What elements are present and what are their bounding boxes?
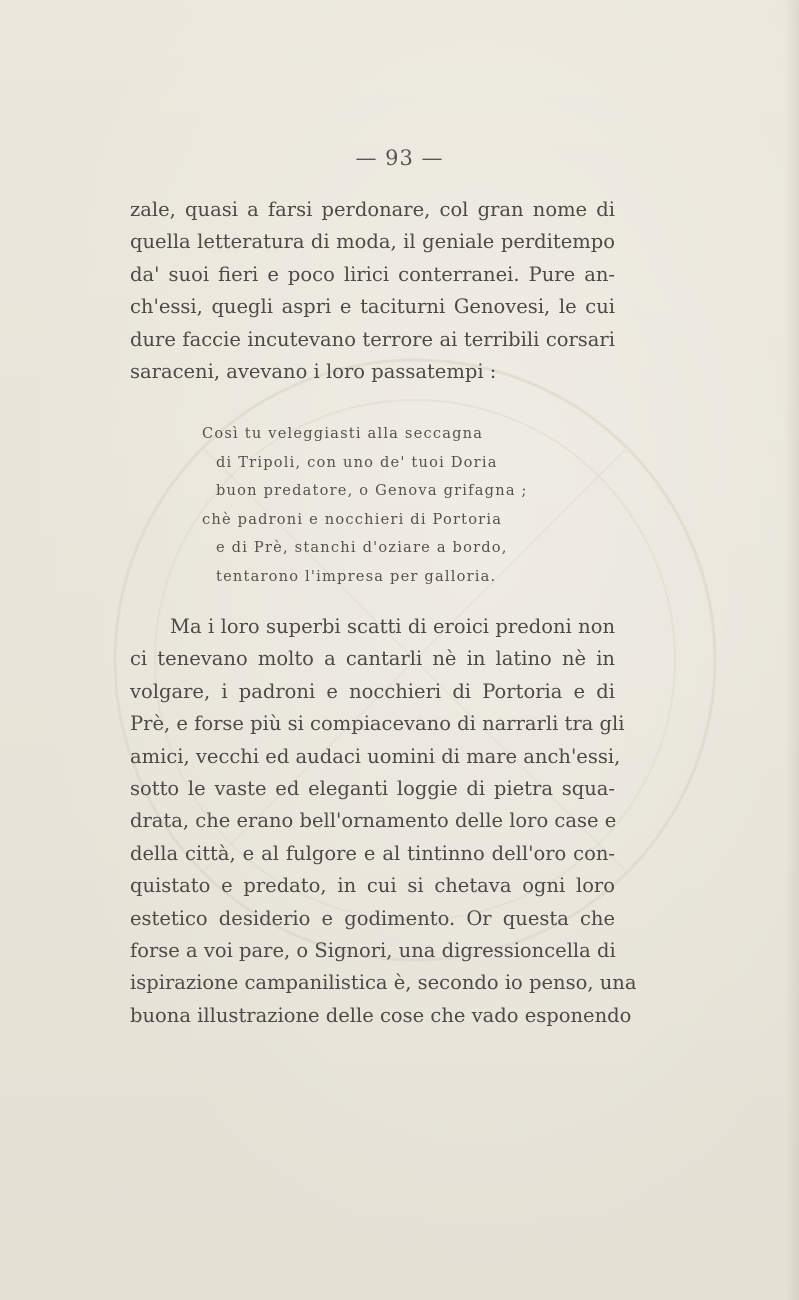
text-line: drata, che erano bell'ornamento delle loro case e [130,809,617,833]
page-edge-shadow [785,0,799,1300]
text-line: quistato e predato, in cui si chetava ogni loro [130,874,615,898]
text-line: sotto le vaste ed eleganti loggie di pietra squa- [130,776,615,800]
text-line: estetico desiderio e godimento. Or questa che [130,906,615,930]
verse-line: di Tripoli, con uno de' tuoi Doria [216,453,498,471]
text-line: buona illustrazione delle cose che vado esponendo [130,1003,632,1027]
text-line: ci tenevano molto a cantarli nè in latino nè in [130,647,615,671]
paragraph-1 [130,194,615,388]
verse-line: chè padroni e nocchieri di Portoria [202,510,503,528]
text-line: forse a voi pare, o Signori, una digressioncella di [130,938,616,962]
verse-line: Così tu veleggiasti alla seccagna [202,425,484,442]
text-line: zale, quasi a farsi perdonare, col gran nome di [130,198,615,221]
text-line: quella letteratura di moda, il geniale perditempo [130,230,615,254]
verse-quotation [202,420,542,592]
text-line: Prè, e forse più si compiacevano di narrarli tra gli [130,712,625,736]
page-number: — 93 — [355,146,444,170]
text-line: da' suoi fieri e poco lirici conterranei. Pure an- [130,262,615,286]
text-line: saraceni, avevano i loro passatempi : [130,359,497,383]
text-line: volgare, i padroni e nocchieri di Portoria e di [130,679,615,703]
verse-line: buon predatore, o Genova grifagna ; [216,482,528,500]
text-line: ch'essi, quegli aspri e taciturni Genovesi, le cui [130,295,615,319]
verse-line: e di Prè, stanchi d'oziare a bordo, [216,539,508,557]
text-line: Ma i loro superbi scatti di eroici predoni non [170,615,615,638]
text-line: ispirazione campanilistica è, secondo io penso, una [130,971,637,995]
text-line: amici, vecchi ed audaci uomini di mare anch'essi, [130,744,621,768]
verse-line: tentarono l'impresa per galloria. [216,567,497,585]
text-line: dure faccie incutevano terrore ai terribili corsari [130,327,615,351]
paragraph-2 [130,611,637,1032]
text-line: della città, e al fulgore e al tintinno dell'oro con- [130,841,615,865]
